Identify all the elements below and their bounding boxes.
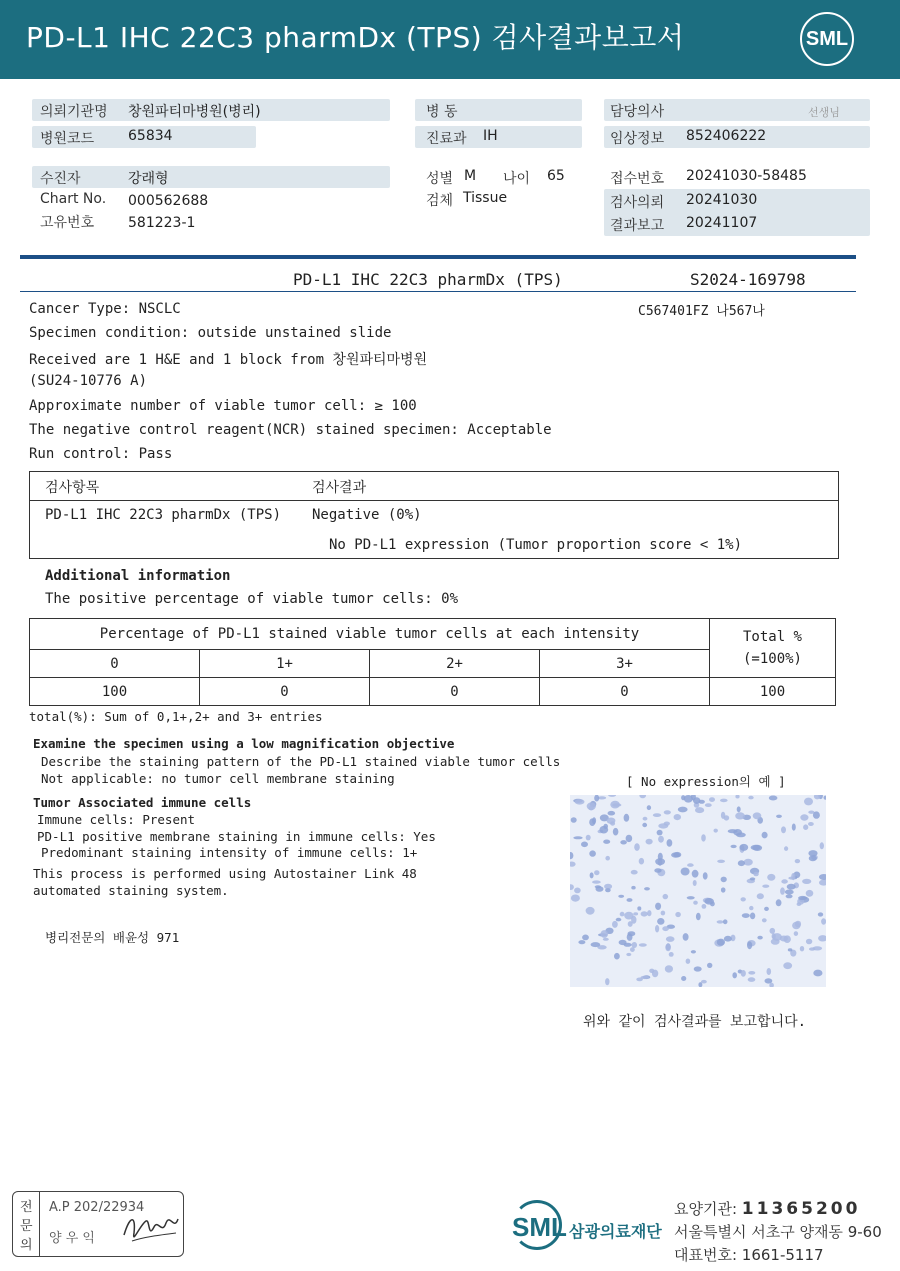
cell-nucleus [732,972,737,978]
cell-nucleus [705,803,712,807]
examine-line: Not applicable: no tumor cell membrane staining [41,771,395,786]
cell-nucleus [652,970,658,978]
cell-nucleus [687,896,695,899]
cell-nucleus [667,839,673,847]
result-col-item-header: 검사항목 [45,480,100,496]
cell-nucleus [658,836,664,843]
ward-label: 병 동 [426,104,458,120]
intensity-level: 2+ [370,650,540,678]
cell-nucleus [570,852,573,859]
hospital-code-label: 병원코드 [40,131,95,147]
cell-nucleus [798,896,807,900]
micrograph-image [570,795,826,987]
closing-statement: 위와 같이 검사결과를 보고합니다. [583,1014,807,1030]
cell-nucleus [704,898,714,905]
cell-nucleus [655,903,661,910]
cell-nucleus [608,811,616,816]
footer-org-name: 삼광의료재단 [569,1222,662,1241]
cell-nucleus [644,887,650,890]
cell-nucleus [757,893,764,899]
cell-nucleus [661,911,666,916]
stamp-side-char: 전 [20,1200,33,1215]
cell-nucleus [783,962,792,969]
cell-nucleus [750,913,755,920]
doctor-suffix: 선생님 [808,106,840,119]
intensity-value: 0 [540,678,710,706]
cell-nucleus [639,795,646,798]
cell-nucleus [591,942,601,947]
cell-nucleus [767,968,772,975]
cell-nucleus [683,933,689,941]
cell-nucleus [769,796,778,801]
cell-nucleus [571,817,577,823]
result-detail: No PD-L1 expression (Tumor proportion score < 1%) [329,537,743,553]
intensity-value: 100 [30,678,200,706]
cell-nucleus [634,843,640,851]
cell-nucleus [666,936,675,942]
cell-nucleus [594,870,599,875]
additional-text: The positive percentage of viable tumor cells: 0% [45,591,459,607]
block-id: C567401FZ 나567나 [638,304,765,319]
cell-nucleus [681,868,690,876]
cell-nucleus [721,877,727,883]
cell-nucleus [785,890,794,895]
cell-nucleus [592,817,596,824]
cell-nucleus [589,850,596,856]
cell-nucleus [692,870,699,878]
footer-logo-text: SML [512,1212,567,1242]
cell-nucleus [630,947,635,952]
process-line: This process is performed using Autostainer Link 48 [33,866,417,881]
image-caption: [ No expression의 예 ] [626,774,786,789]
cell-nucleus [701,980,707,984]
cell-nucleus [792,922,800,930]
cell-nucleus [818,912,823,916]
uid-value: 581223-1 [128,215,196,231]
cell-nucleus [781,826,786,833]
request-label: 검사의뢰 [610,195,665,211]
cell-nucleus [631,916,636,924]
examine-line: Describe the staining pattern of the PD-L1 stained viable tumor cells [41,754,561,769]
footer-phone-value: 1661-5117 [741,1246,824,1264]
cell-nucleus [655,925,659,932]
cell-nucleus [639,858,644,865]
cell-nucleus [657,830,663,836]
cell-nucleus [664,810,671,814]
additional-title: Additional information [45,568,231,584]
cell-nucleus [614,953,620,960]
clinical-label: 임상정보 [610,131,665,147]
cell-nucleus [787,884,796,890]
report-title: PD-L1 IHC 22C3 pharmDx (TPS) 검사결과보고서 [26,21,685,54]
cell-nucleus [809,855,817,861]
cell-nucleus [813,970,822,977]
cell-nucleus [707,963,712,968]
cell-nucleus [642,823,647,827]
cell-nucleus [748,796,753,800]
cell-nucleus [753,812,762,819]
footer-code-label: 요양기관: [674,1200,738,1218]
doctor-label: 담당의사 [610,104,665,120]
cell-nucleus [767,874,775,881]
intensity-level: 1+ [200,650,370,678]
report-date-value: 20241107 [686,215,758,231]
cell-nucleus [753,872,758,877]
cell-nucleus [607,818,616,824]
cell-nucleus [717,920,724,923]
cell-nucleus [655,858,665,865]
cell-nucleus [594,795,599,802]
cell-nucleus [731,845,737,848]
receipt-value: 20241030-58485 [686,168,807,184]
cell-nucleus [605,978,609,985]
cell-nucleus [723,919,728,924]
cell-nucleus [762,885,769,888]
cell-nucleus [582,935,589,941]
cell-nucleus [728,829,738,833]
cell-nucleus [813,811,820,818]
cell-nucleus [665,965,673,972]
cell-nucleus [687,863,694,867]
cell-nucleus [717,860,725,863]
specimen-value: Tissue [463,190,508,206]
cell-nucleus [586,835,591,841]
cell-nucleus [794,931,798,936]
report-line: Run control: Pass [29,446,173,462]
cell-nucleus [631,870,638,875]
intensity-total: 100 [710,678,836,706]
cell-nucleus [575,799,585,805]
process-line: automated staining system. [33,883,229,898]
cell-nucleus [721,887,726,892]
cell-nucleus [612,803,621,807]
cell-nucleus [738,860,745,866]
cell-nucleus [784,846,788,851]
cell-nucleus [665,944,671,952]
cell-nucleus [637,906,641,910]
cell-nucleus [735,812,745,819]
cell-nucleus [636,978,643,982]
cell-nucleus [681,976,686,981]
cell-nucleus [628,931,636,936]
cell-nucleus [747,941,752,949]
cell-nucleus [721,812,725,819]
report-line: Approximate number of viable tumor cell: ≥ 100 [29,398,417,414]
cell-nucleus [675,912,681,917]
intensity-level: 3+ [540,650,710,678]
examine-title: Examine the specimen using a low magnification objective [33,736,455,751]
immune-title: Tumor Associated immune cells [33,795,252,810]
intensity-value: 0 [200,678,370,706]
cell-nucleus [792,824,796,831]
institution-label: 의뢰기관명 [40,104,108,120]
cell-nucleus [647,910,651,916]
micrograph-cells [570,795,826,987]
footer-code-value: 11365200 [741,1199,861,1219]
cell-nucleus [686,959,691,964]
cell-nucleus [691,950,696,953]
immune-line: Immune cells: Present [37,812,196,827]
cell-nucleus [802,879,811,884]
footer-code [674,1198,860,1219]
specimen-label: 검체 [426,193,454,209]
intensity-level: 0 [30,650,200,678]
intensity-header: Percentage of PD-L1 stained viable tumor cells at each intensity [30,619,710,650]
cell-nucleus [647,805,651,810]
cell-nucleus [643,817,648,821]
report-date-label: 결과보고 [610,218,665,234]
result-col-result-header: 검사결과 [312,480,367,496]
result-value: Negative (0%) [312,507,422,523]
report-divider-top [20,255,856,259]
cell-nucleus [720,799,728,803]
cell-nucleus [780,887,785,894]
cell-nucleus [627,898,633,902]
cell-nucleus [819,880,826,886]
report-line: (SU24-10776 A) [29,373,148,389]
cell-nucleus [653,813,661,817]
report-test-name: PD-L1 IHC 22C3 pharmDx (TPS) [293,270,563,289]
cell-nucleus [795,859,800,863]
cell-nucleus [772,933,776,939]
cell-nucleus [574,888,581,894]
cell-nucleus [742,913,750,918]
cell-nucleus [821,918,826,924]
cell-nucleus [663,894,669,899]
request-value: 20241030 [686,192,758,208]
cell-nucleus [806,939,812,945]
cell-nucleus [739,844,748,851]
cell-nucleus [694,966,702,971]
cell-nucleus [573,836,582,839]
cell-nucleus [693,901,698,905]
total-header-line2: (=100%) [742,651,802,667]
cell-nucleus [819,874,826,880]
cell-nucleus [781,879,788,883]
cell-nucleus [620,840,627,844]
cell-nucleus [605,856,610,861]
cell-nucleus [751,845,761,850]
stamp-side-char: 문 [20,1219,33,1234]
cell-nucleus [788,948,793,951]
cell-nucleus [678,807,688,813]
patient-value: 강래형 [128,171,169,187]
age-value: 65 [547,168,565,184]
report-line: Cancer Type: NSCLC [29,301,181,317]
cell-nucleus [612,921,618,928]
signature-icon [120,1205,182,1250]
cell-nucleus [571,895,580,902]
cell-nucleus [737,806,741,812]
sex-value: M [464,168,477,184]
sex-label: 성별 [426,171,454,187]
cell-nucleus [596,886,604,892]
footer-phone-label: 대표번호: [674,1246,738,1264]
cell-nucleus [658,823,668,828]
cell-nucleus [620,912,625,917]
header-logo-text: SML [805,28,849,50]
cell-nucleus [695,807,704,813]
cell-nucleus [735,795,739,799]
cell-nucleus [703,872,708,879]
cell-nucleus [776,815,782,818]
cell-nucleus [578,940,585,944]
cell-nucleus [631,886,635,890]
cell-nucleus [808,822,814,826]
cell-nucleus [669,952,674,957]
cell-nucleus [673,852,681,858]
total-header-line1: Total % [742,629,802,645]
cell-nucleus [657,918,664,925]
hospital-code-value: 65834 [128,128,173,144]
patient-label: 수진자 [40,171,81,187]
cell-nucleus [749,906,753,910]
chart-value: 000562688 [128,193,209,209]
cell-nucleus [750,877,756,880]
cell-nucleus [646,839,653,845]
dept-value: IH [483,128,498,144]
cell-nucleus [587,802,596,810]
report-number: S2024-169798 [690,270,806,289]
cell-nucleus [709,797,715,802]
cell-nucleus [820,842,824,849]
stamp-name: 양 우 익 [49,1231,95,1246]
cell-nucleus [633,912,638,915]
cell-nucleus [603,938,609,941]
cell-nucleus [736,833,746,838]
cell-nucleus [592,880,601,883]
cell-nucleus [804,798,813,806]
result-table-divider [29,500,839,501]
cell-nucleus [626,835,633,842]
uid-label: 고유번호 [40,215,95,231]
cell-nucleus [741,897,746,901]
cell-nucleus [641,911,648,916]
cell-nucleus [803,824,808,830]
cell-nucleus [570,884,574,890]
cell-nucleus [616,918,622,922]
total-note: total(%): Sum of 0,1+,2+ and 3+ entries [29,709,323,724]
report-divider-sub [20,291,856,292]
cell-nucleus [693,880,697,886]
cell-nucleus [590,872,594,878]
cell-nucleus [776,899,782,906]
stamp-ap-number: A.P 202/22934 [49,1200,145,1215]
total-header [710,619,836,678]
immune-line: PD-L1 positive membrane staining in immune cells: Yes [37,829,436,844]
cell-nucleus [701,834,706,841]
cell-nucleus [626,953,631,956]
cell-nucleus [714,829,718,833]
cell-nucleus [618,895,624,898]
cell-nucleus [639,943,647,946]
stamp-side-char: 의 [20,1238,33,1253]
cell-nucleus [744,859,753,866]
result-item: PD-L1 IHC 22C3 pharmDx (TPS) [45,507,282,523]
report-line: Received are 1 H&E and 1 block from 창원파티마병원 [29,352,428,368]
institution-value: 창원파티마병원(병리) [128,104,261,120]
cell-nucleus [757,936,762,940]
cell-nucleus [818,935,826,941]
cell-nucleus [586,907,595,915]
cell-nucleus [762,832,768,839]
report-line: The negative control reagent(NCR) stained specimen: Acceptable [29,422,552,438]
cell-nucleus [748,971,755,975]
cell-nucleus [814,795,821,799]
cell-nucleus [800,814,808,820]
cell-nucleus [762,918,767,922]
immune-line: Predominant staining intensity of immune cells: 1+ [41,845,418,860]
cell-nucleus [674,814,681,820]
cell-nucleus [605,888,611,892]
cell-nucleus [764,907,769,911]
cell-nucleus [632,942,638,948]
cell-nucleus [702,904,707,909]
cell-nucleus [788,877,794,880]
cell-nucleus [581,842,588,848]
cell-nucleus [741,970,746,977]
cell-nucleus [806,890,814,897]
cell-nucleus [613,828,619,836]
cell-nucleus [748,977,756,982]
cell-nucleus [800,946,804,951]
dept-label: 진료과 [426,131,467,147]
intensity-table [29,618,836,706]
cell-nucleus [813,946,823,950]
cell-nucleus [824,796,827,800]
cell-nucleus [770,928,776,934]
chart-label: Chart No. [40,191,107,207]
receipt-label: 접수번호 [610,171,665,187]
cell-nucleus [786,894,793,898]
footer-phone [674,1244,824,1265]
intensity-value: 0 [370,678,540,706]
report-line: Specimen condition: outside unstained slide [29,325,392,341]
cell-nucleus [601,930,609,938]
cell-nucleus [681,795,685,800]
cell-nucleus [717,939,725,946]
cell-nucleus [696,913,701,921]
cell-nucleus [724,936,732,942]
cell-nucleus [662,926,669,931]
cell-nucleus [624,814,630,822]
clinical-value: 852406222 [686,128,767,144]
age-label: 나이 [503,171,531,187]
cell-nucleus [603,824,608,829]
cell-nucleus [765,978,773,983]
cell-nucleus [570,862,576,867]
patient-bar [32,166,390,188]
cell-nucleus [619,940,627,945]
cell-nucleus [608,795,616,797]
cell-nucleus [603,840,610,844]
pathologist: 병리전문의 배윤성 971 [45,930,180,945]
footer-address: 서울특별시 서초구 양재동 9-60 [674,1223,882,1241]
cell-nucleus [654,868,661,873]
